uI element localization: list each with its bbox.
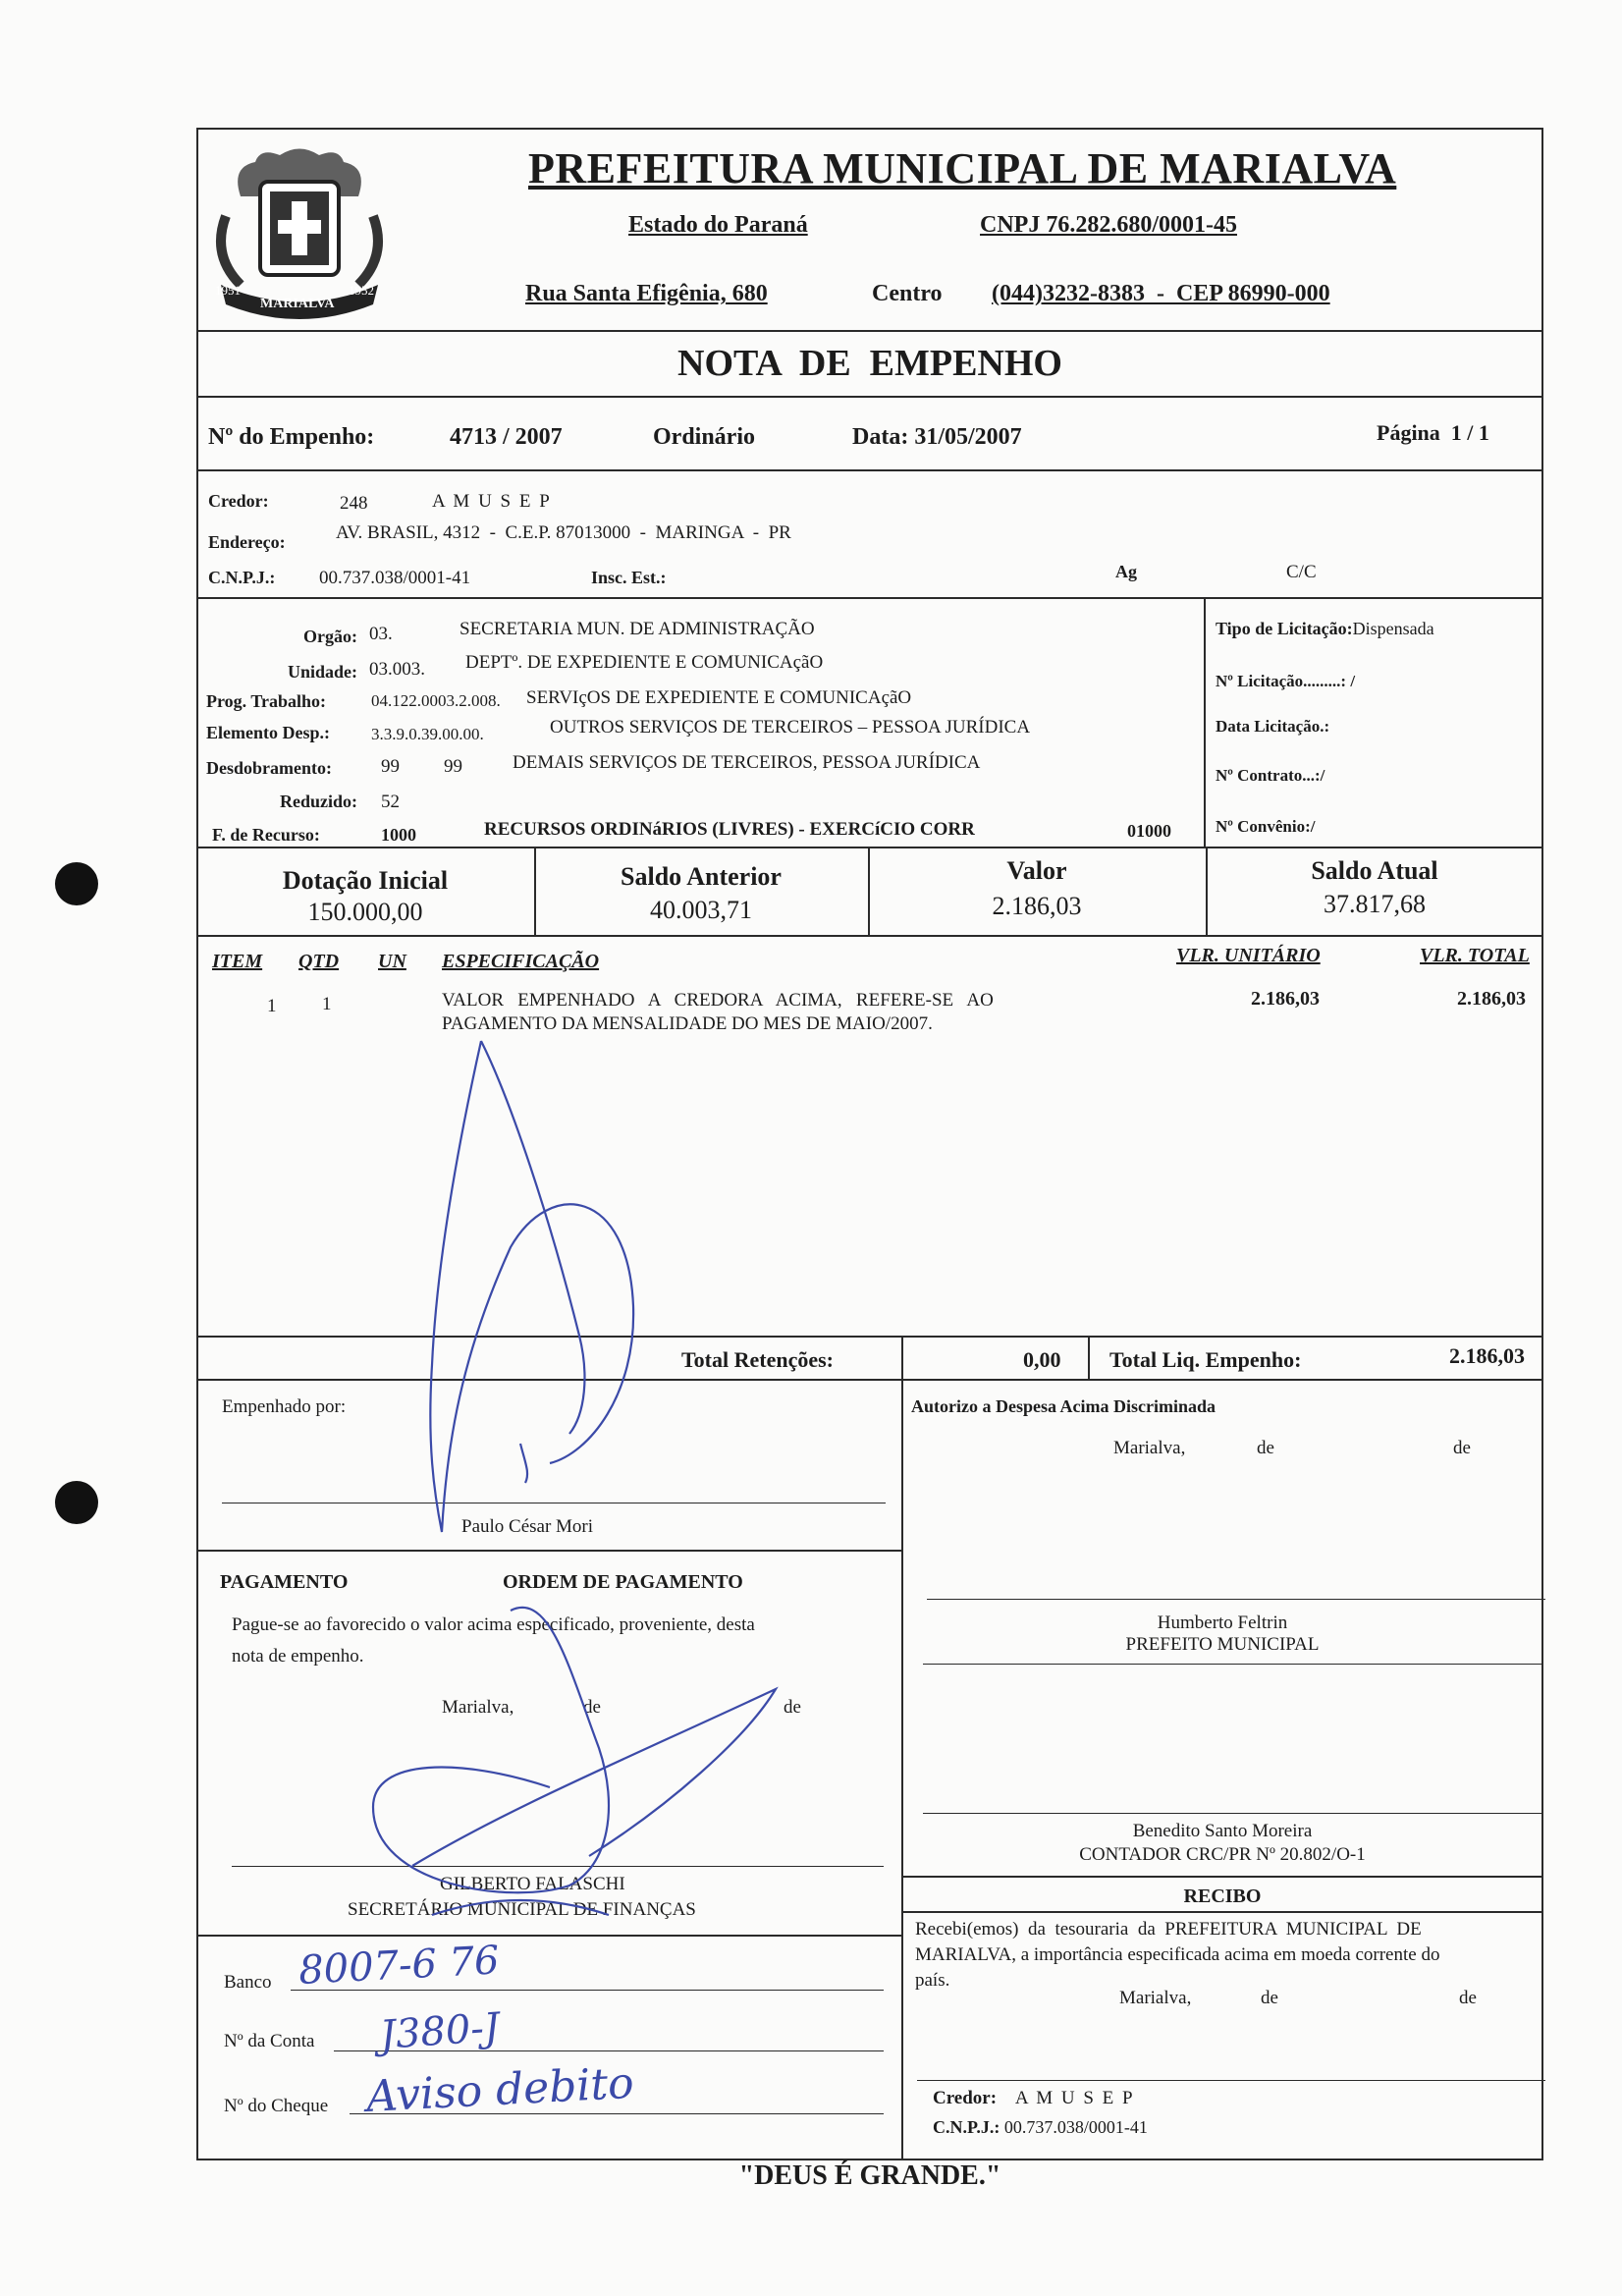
conta-handwriting: J380-J [378,2004,502,2058]
recibo-text-2: MARIALVA, a importância especificada acima em moeda corrente do [915,1944,1440,1965]
unidade-code: 03.003. [369,659,425,680]
desdobramento-name: DEMAIS SERVIÇOS DE TERCEIROS, PESSOA JURÍDICA [513,752,981,773]
crest-year-left: 1951 [215,283,241,298]
secretario-name: GILBERTO FALASCHI [440,1874,625,1894]
orgao-name: SECRETARIA MUN. DE ADMINISTRAÇÃO [460,619,815,639]
header-phone-cep: (044)3232-8383 - CEP 86990-000 [992,281,1330,306]
recibo-credor-label: Credor: [933,2088,998,2108]
crest-year-right: 1952 [349,283,374,298]
reduzido-label: Reduzido: [279,792,357,811]
reduzido-code: 52 [381,792,400,812]
contrato-number: Nº Contrato...:/ [1216,766,1325,785]
unidade-name: DEPTº. DE EXPEDIENTE E COMUNICAçãO [465,652,824,673]
autorizo-de-1: de [1257,1438,1274,1458]
items-header-qtd: QTD [298,951,340,972]
total-retencoes-value: 0,00 [1023,1347,1061,1372]
binder-hole-top [55,862,98,905]
licitacao-type [1216,619,1434,639]
header-address: Rua Santa Efigênia, 680 [525,281,768,306]
elemento-label: Elemento Desp.: [206,723,330,742]
secretario-title: SECRETÁRIO MUNICIPAL DE FINANÇAS [348,1899,696,1920]
items-header-unit-value: VLR. UNITÁRIO [1176,945,1321,966]
recurso-label: F. de Recurso: [212,825,320,845]
empenho-type: Ordinário [653,424,756,450]
orgao-label: Orgão: [303,627,357,646]
items-header-spec: ESPECIFICAÇÃO [442,951,600,972]
recibo-credor [933,2088,1135,2109]
desdobramento-label: Desdobramento: [206,758,332,778]
convenio-number: Nº Convênio:/ [1216,817,1316,836]
prog-code: 04.122.0003.2.008. [371,691,501,710]
recibo-cnpj [933,2117,1148,2138]
header-title: PREFEITURA MUNICIPAL DE MARIALVA [528,144,1397,192]
ordem-pagamento-text-2: nota de empenho. [232,1646,364,1667]
desdobramento-code-1: 99 [381,756,400,777]
recurso-name: RECURSOS ORDINáRIOS (LIVRES) - EXERCíCIO CORR [484,819,975,840]
elemento-name: OUTROS SERVIÇOS DE TERCEIROS – PESSOA JURÍDICA [550,717,1031,738]
cheque-label: Nº do Cheque [224,2096,329,2116]
autorizo-de-2: de [1453,1438,1471,1458]
total-liq-label: Total Liq. Empenho: [1109,1347,1302,1372]
items-header-un: UN [378,951,406,972]
ag-label: Ag [1115,562,1137,581]
contador-title: CONTADOR CRC/PR Nº 20.802/O-1 [1079,1844,1366,1865]
empenho-number: 4713 / 2007 [450,424,563,450]
items-header-item: ITEM [212,951,263,972]
recurso-code-2: 01000 [1127,821,1171,841]
credor-name: A M U S E P [432,491,552,512]
item-row-1-spec-line-2: PAGAMENTO DA MENSALIDADE DO MES DE MAIO/2007. [442,1013,933,1034]
cnpj-label: C.N.P.J.: [208,568,276,587]
conta-label: Nº da Conta [224,2031,315,2051]
orgao-code: 03. [369,624,393,644]
banco-handwriting: 8007-6 76 [297,1938,501,1994]
saldo-atual-label: Saldo Atual [1311,856,1438,885]
ordem-pagamento-label: ORDEM DE PAGAMENTO [503,1571,743,1593]
ordem-de-1: de [583,1697,601,1718]
document-title: NOTA DE EMPENHO [677,343,1062,384]
valor-label: Valor [1006,856,1067,885]
municipal-crest [201,137,398,334]
header-district: Centro [872,281,943,306]
credor-address: AV. BRASIL, 4312 - C.E.P. 87013000 - MARINGA - PR [336,522,791,543]
endereco-label: Endereço: [208,532,286,552]
empenhado-por-label: Empenhado por: [222,1396,347,1417]
dotacao-label: Dotação Inicial [282,866,449,895]
unidade-label: Unidade: [287,662,357,682]
licitacao-date: Data Licitação.: [1216,717,1330,736]
licitacao-number: Nº Licitação.........: / [1216,672,1356,690]
recibo-de-2: de [1459,1988,1477,2008]
empenho-date: Data: 31/05/2007 [852,424,1022,450]
contador-name: Benedito Santo Moreira [1132,1821,1313,1841]
prog-name: SERVIçOS DE EXPEDIENTE E COMUNICAçãO [526,687,912,708]
recibo-text-3: país. [915,1970,950,1991]
page-number: Página 1 / 1 [1377,420,1489,445]
pagamento-label: PAGAMENTO [220,1571,349,1593]
prog-label: Prog. Trabalho: [206,691,327,711]
prefeito-name: Humberto Feltrin [1157,1613,1288,1633]
empenho-number-label: Nº do Empenho: [208,424,375,450]
recibo-text-1: Recebi(emos) da tesouraria da PREFEITURA MUNICIPAL DE [915,1919,1422,1940]
ordem-pagamento-text-1: Pague-se ao favorecido o valor acima especificado, proveniente, desta [232,1614,755,1635]
recurso-code: 1000 [381,825,416,845]
recibo-credor-value: A M U S E P [1014,2088,1135,2108]
dotacao-value: 150.000,00 [307,898,423,926]
saldo-anterior-label: Saldo Anterior [621,862,782,891]
item-row-1-item: 1 [267,996,277,1016]
header-state: Estado do Paraná [628,212,808,238]
recibo-cnpj-value: 00.737.038/0001-41 [1003,2117,1148,2137]
total-liq-value: 2.186,03 [1449,1343,1525,1368]
empenhado-por-name: Paulo César Mori [461,1516,594,1537]
recibo-city: Marialva, [1119,1988,1192,2008]
autorizo-label: Autorizo a Despesa Acima Discriminada [911,1396,1216,1416]
credor-cnpj: 00.737.038/0001-41 [319,568,471,588]
recibo-cnpj-label: C.N.P.J.: [933,2117,1000,2137]
valor-value: 2.186,03 [992,892,1082,920]
item-row-1-total-value: 2.186,03 [1457,988,1526,1010]
autorizo-city: Marialva, [1113,1438,1186,1458]
item-row-1-spec-line-1: VALOR EMPENHADO A CREDORA ACIMA, REFERE-SE AO [442,990,994,1011]
recibo-title: RECIBO [1183,1886,1262,1907]
banco-label: Banco [224,1972,272,1993]
licitacao-type-value: Dispensada [1352,619,1434,638]
header-cnpj: CNPJ 76.282.680/0001-45 [980,212,1237,238]
credor-code: 248 [340,493,368,514]
desdobramento-code-2: 99 [444,756,462,777]
prefeito-title: PREFEITO MUNICIPAL [1125,1634,1320,1655]
cheque-handwriting: Aviso debito [364,2057,635,2122]
ordem-de-2: de [784,1697,801,1718]
ordem-city: Marialva, [442,1697,514,1718]
elemento-code: 3.3.9.0.39.00.00. [371,725,484,743]
item-row-1-qtd: 1 [322,994,332,1014]
saldo-atual-value: 37.817,68 [1324,890,1426,918]
total-retencoes-label: Total Retenções: [681,1347,834,1372]
crest-ribbon-text: MARIALVA [260,297,335,311]
items-header-total-value: VLR. TOTAL [1420,945,1530,966]
binder-hole-bottom [55,1481,98,1524]
credor-label: Credor: [208,491,269,511]
footer-motto: "DEUS É GRANDE." [738,2160,1001,2191]
licitacao-type-label: Tipo de Licitação: [1216,619,1353,638]
insc-label: Insc. Est.: [591,568,667,587]
recibo-de-1: de [1261,1988,1278,2008]
saldo-anterior-value: 40.003,71 [650,896,752,924]
item-row-1-unit-value: 2.186,03 [1251,988,1320,1010]
cc-label: C/C [1286,562,1317,582]
